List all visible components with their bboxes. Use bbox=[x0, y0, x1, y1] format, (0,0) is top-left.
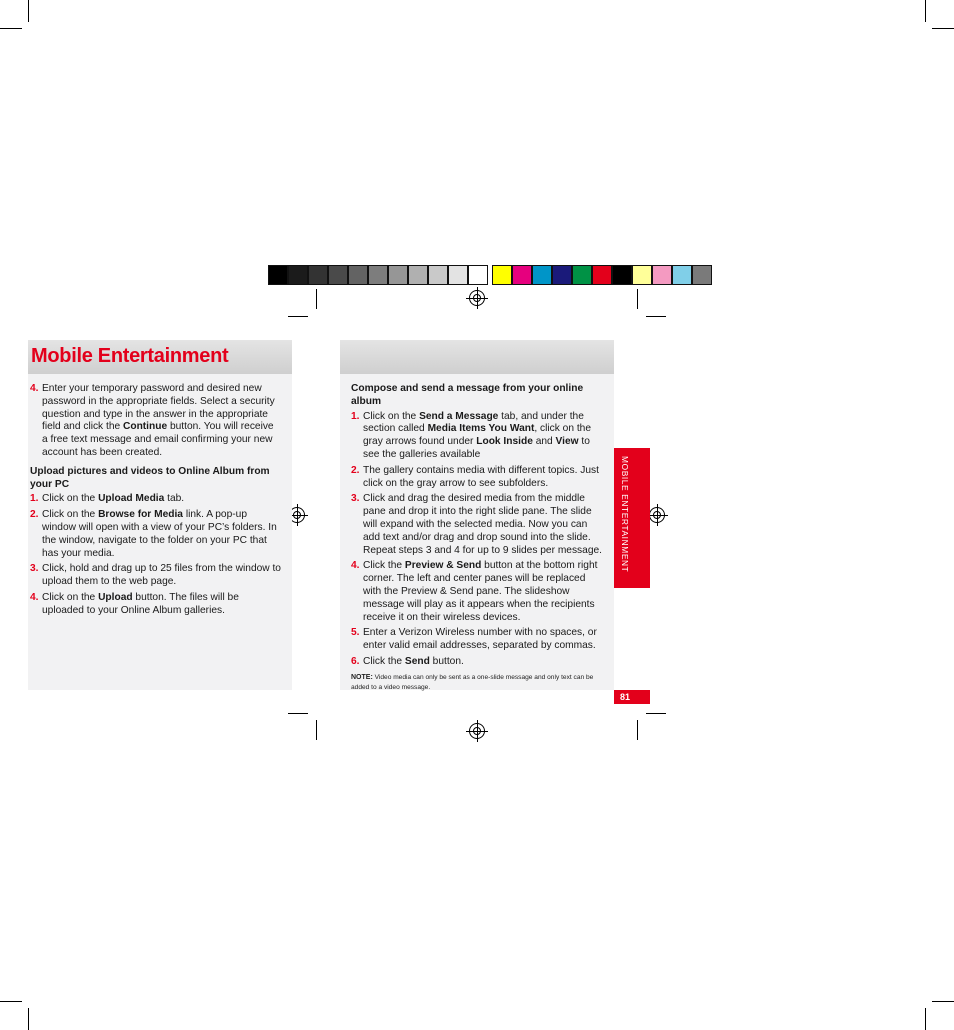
color-swatch bbox=[428, 265, 448, 285]
list-item bbox=[30, 592, 282, 618]
color-swatch bbox=[448, 265, 468, 285]
step-text: Click the Send button. bbox=[363, 655, 464, 667]
color-swatch bbox=[368, 265, 388, 285]
step-number: 4. bbox=[30, 591, 39, 603]
color-swatch bbox=[348, 265, 368, 285]
registration-mark-icon bbox=[469, 723, 485, 739]
list-item bbox=[351, 465, 603, 491]
section-side-tab bbox=[614, 448, 650, 588]
step-text: Enter a Verizon Wireless number with no spaces, or enter valid email addresses, separated by commas. bbox=[363, 627, 597, 652]
right-panel-header bbox=[340, 340, 614, 374]
registration-mark-icon bbox=[469, 290, 485, 306]
color-swatch bbox=[612, 265, 632, 285]
crop-mark bbox=[0, 1001, 22, 1002]
crop-mark bbox=[316, 289, 317, 309]
color-swatch bbox=[268, 265, 288, 285]
step-number: 6. bbox=[351, 655, 360, 667]
crop-mark bbox=[28, 0, 29, 22]
list-item bbox=[351, 560, 603, 624]
page-title: Mobile Entertainment bbox=[31, 345, 229, 367]
step-text: Enter your temporary password and desired new password in the appropriate fields. Select a security question and type in the answer in the appropriate field and click the Continue button. You will receive a free text message and email confirming your new account has been created. bbox=[42, 383, 275, 458]
list-item bbox=[30, 563, 282, 589]
color-swatch bbox=[652, 265, 672, 285]
color-swatch bbox=[468, 265, 488, 285]
step-number: 4. bbox=[351, 560, 360, 572]
section-heading: Upload pictures and videos to Online Album from your PC bbox=[30, 465, 270, 490]
step-text: Click on the Browse for Media link. A pop-up window will open with a view of your PC’s folders. In the window, navigate to the folder on your PC that has your media. bbox=[42, 509, 277, 559]
left-panel-header bbox=[28, 340, 292, 374]
crop-mark bbox=[316, 720, 317, 740]
color-swatch bbox=[572, 265, 592, 285]
step-text: The gallery contains media with different topics. Just click on the gray arrow to see subfolders. bbox=[363, 464, 599, 489]
step-number: 2. bbox=[30, 509, 39, 521]
registration-mark-icon bbox=[649, 507, 665, 523]
crop-mark bbox=[925, 1008, 926, 1030]
side-tab-label: MOBILE ENTERTAINMENT bbox=[620, 456, 630, 573]
crop-mark bbox=[288, 713, 308, 714]
color-swatch bbox=[672, 265, 692, 285]
crop-mark bbox=[288, 316, 308, 317]
color-swatch bbox=[552, 265, 572, 285]
crop-mark bbox=[646, 713, 666, 714]
color-swatch bbox=[492, 265, 512, 285]
color-swatch bbox=[408, 265, 428, 285]
color-swatch bbox=[328, 265, 348, 285]
color-swatch bbox=[308, 265, 328, 285]
step-number: 3. bbox=[30, 563, 39, 575]
list-item bbox=[351, 411, 603, 462]
left-panel bbox=[28, 340, 292, 690]
step-text: Click on the Upload button. The files will be uploaded to your Online Album galleries. bbox=[42, 591, 239, 616]
list-item bbox=[30, 383, 282, 460]
color-calibration-bar bbox=[268, 265, 712, 285]
step-number: 1. bbox=[351, 410, 360, 422]
step-text: Click and drag the desired media from the middle pane and drop it into the right slide pane. The slide will expand with the selected media. Now you can add text and/or drag and drop sound into the slide. Repeat steps 3 and 4 for up to 9 slides per message. bbox=[363, 493, 602, 556]
page-number: 81 bbox=[614, 690, 650, 704]
crop-mark bbox=[932, 28, 954, 29]
left-content bbox=[30, 383, 282, 621]
color-swatch bbox=[532, 265, 552, 285]
color-swatch bbox=[632, 265, 652, 285]
note-text: NOTE: Video media can only be sent as a one-slide message and only text can be added to a video message. bbox=[351, 673, 594, 691]
color-swatch bbox=[512, 265, 532, 285]
crop-mark bbox=[637, 289, 638, 309]
step-number: 5. bbox=[351, 627, 360, 639]
step-number: 1. bbox=[30, 493, 39, 505]
crop-mark bbox=[932, 1001, 954, 1002]
crop-mark bbox=[637, 720, 638, 740]
color-swatch bbox=[388, 265, 408, 285]
right-content bbox=[351, 383, 603, 693]
step-text: Click, hold and drag up to 25 files from the window to upload them to the web page. bbox=[42, 563, 281, 588]
crop-mark bbox=[0, 28, 22, 29]
color-swatch bbox=[592, 265, 612, 285]
color-swatch bbox=[288, 265, 308, 285]
crop-mark bbox=[646, 316, 666, 317]
crop-mark bbox=[925, 0, 926, 22]
color-swatch bbox=[692, 265, 712, 285]
crop-mark bbox=[28, 1008, 29, 1030]
section-heading: Compose and send a message from your online album bbox=[351, 383, 584, 407]
list-item bbox=[351, 493, 603, 557]
step-text: Click on the Send a Message tab, and under the section called Media Items You Want, click on the gray arrows found under Look Inside and View to see the galleries available bbox=[363, 410, 591, 460]
step-text: Click on the Upload Media tab. bbox=[42, 493, 185, 505]
step-number: 4. bbox=[30, 383, 39, 394]
step-text: Click the Preview & Send button at the bottom right corner. The left and center panes will be replaced with the Preview & Send pane. The slideshow message will play as it appears when the recipients receive it on their wireless devices. bbox=[363, 560, 598, 623]
step-number: 3. bbox=[351, 493, 360, 505]
list-item bbox=[351, 627, 603, 653]
list-item bbox=[30, 509, 282, 560]
list-item bbox=[351, 656, 603, 669]
list-item bbox=[30, 493, 282, 506]
step-number: 2. bbox=[351, 464, 360, 476]
right-panel bbox=[340, 340, 614, 690]
